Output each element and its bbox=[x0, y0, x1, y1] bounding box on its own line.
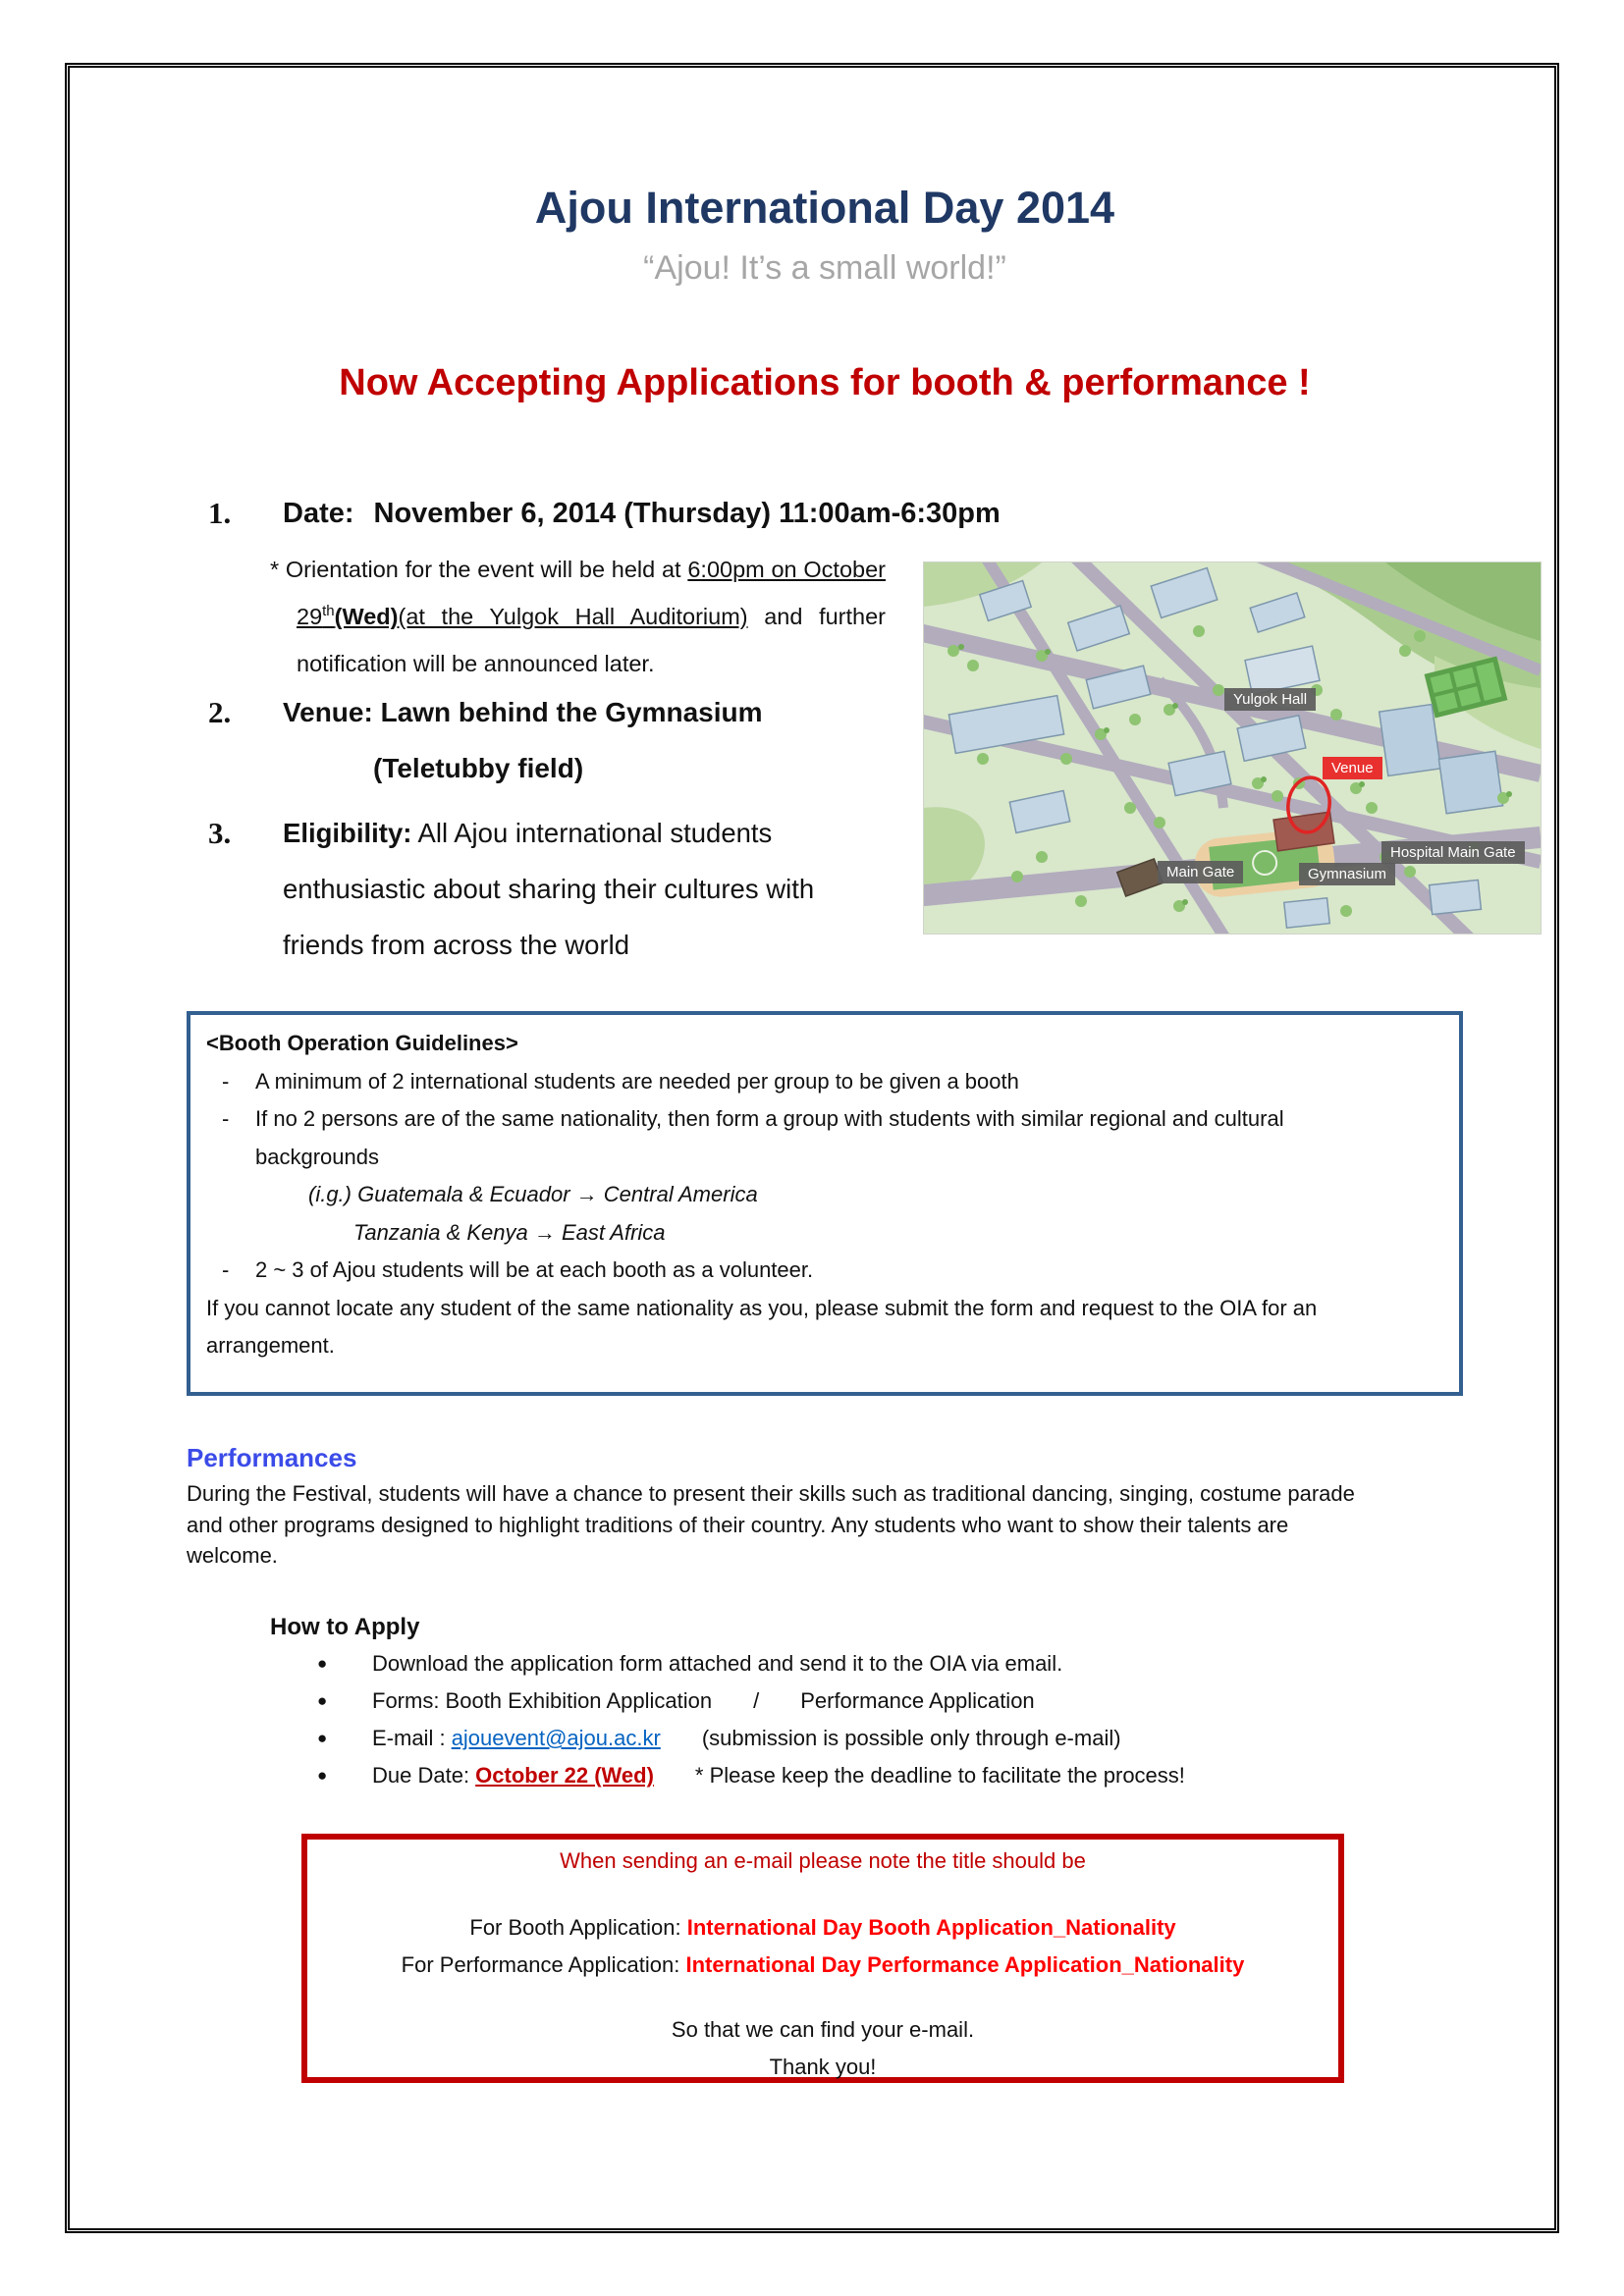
map-label-main-gate: Main Gate bbox=[1158, 861, 1243, 883]
list-item-eligibility bbox=[208, 805, 872, 973]
map-label-gymnasium: Gymnasium bbox=[1299, 863, 1395, 885]
list-item-venue bbox=[208, 692, 763, 733]
bullet-icon: ● bbox=[317, 1766, 328, 1785]
notice-outro: So that we can find your e-mail. bbox=[671, 2017, 975, 2042]
notice-box bbox=[301, 1834, 1344, 2083]
campus-map bbox=[923, 561, 1542, 934]
bullet-icon: ● bbox=[317, 1729, 328, 1747]
map-label-yulgok-hall: Yulgok Hall bbox=[1224, 688, 1316, 711]
guidelines-footer: If you cannot locate any student of the same nationality as you, please submit the form and request to the OIA for an arrangement. bbox=[206, 1295, 1318, 1358]
guideline-item bbox=[206, 1063, 1443, 1101]
list-item-date bbox=[208, 493, 1001, 534]
eligibility-text: All Ajou international students enthusiastic about sharing their cultures with friends from across the world bbox=[283, 818, 815, 960]
guideline-text: If no 2 persons are of the same nationality, then form a group with students with similar regional and cultural backgrounds bbox=[255, 1106, 1284, 1169]
date-value: November 6, 2014 (Thursday) 11:00am-6:30pm bbox=[373, 498, 1001, 529]
banner-heading: Now Accepting Applications for booth & performance ! bbox=[339, 362, 1311, 403]
notice-thanks: Thank you! bbox=[769, 2055, 877, 2079]
due-date-note: * Please keep the deadline to facilitate the process! bbox=[694, 1763, 1185, 1788]
item-number: 3. bbox=[208, 816, 232, 850]
notice-performance-label: For Performance Application: bbox=[401, 1952, 686, 1977]
how-to-apply-heading: How to Apply bbox=[270, 1614, 420, 1640]
forms-performance-label: Performance Application bbox=[800, 1688, 1035, 1713]
due-date-label: Due Date: bbox=[372, 1763, 476, 1788]
orientation-weekday: (Wed) bbox=[334, 604, 399, 629]
eligibility-label: Eligibility: bbox=[283, 818, 412, 848]
email-link[interactable]: ajouevent@ajou.ac.kr bbox=[451, 1726, 661, 1750]
notice-performance-line bbox=[307, 1951, 1338, 1979]
apply-list bbox=[317, 1651, 1476, 1800]
forms-booth-label: Forms: Booth Exhibition Application bbox=[372, 1688, 713, 1713]
performances-heading: Performances bbox=[187, 1443, 357, 1472]
email-label: E-mail : bbox=[372, 1726, 452, 1750]
dash-bullet-icon: - bbox=[222, 1068, 230, 1094]
notice-booth-label: For Booth Application: bbox=[469, 1915, 687, 1940]
guidelines-box bbox=[187, 1011, 1463, 1396]
bullet-icon: ● bbox=[317, 1654, 328, 1673]
apply-item-download bbox=[317, 1651, 1476, 1677]
performances-paragraph: During the Festival, students will have a chance to present their skills such as traditional dancing, singing, costume parade and other programs designed to highlight traditions of their country. Any students who want to show their talents are welcome. bbox=[187, 1481, 1355, 1568]
guideline-example: Tanzania & Kenya → East Africa bbox=[353, 1219, 666, 1245]
notice-intro: When sending an e-mail please note the title should be bbox=[560, 1848, 1086, 1873]
forms-slash: / bbox=[753, 1688, 760, 1713]
guideline-text: 2 ~ 3 of Ajou students will be at each booth as a volunteer. bbox=[255, 1257, 814, 1282]
orientation-note-prefix: * Orientation for the event will be held at bbox=[270, 557, 688, 582]
page-subtitle: “Ajou! It’s a small world!” bbox=[643, 249, 1006, 287]
notice-booth-line bbox=[307, 1914, 1338, 1942]
dash-bullet-icon: - bbox=[222, 1257, 230, 1282]
apply-item-text: Download the application form attached and send it to the OIA via email. bbox=[372, 1651, 1063, 1676]
map-label-hospital-main-gate: Hospital Main Gate bbox=[1381, 841, 1525, 864]
map-label-venue: Venue bbox=[1323, 757, 1382, 779]
notice-booth-title: International Day Booth Application_Nationality bbox=[686, 1915, 1176, 1940]
guideline-item bbox=[206, 1252, 1443, 1290]
dash-bullet-icon: - bbox=[222, 1106, 230, 1131]
orientation-underline-end: (at the Yulgok Hall Auditorium) bbox=[398, 604, 748, 629]
guidelines-heading: <Booth Operation Guidelines> bbox=[206, 1031, 518, 1055]
due-date-highlight: October 22 (Wed) bbox=[475, 1763, 654, 1788]
apply-item-email bbox=[317, 1726, 1476, 1751]
page-title: Ajou International Day 2014 bbox=[534, 183, 1115, 233]
notice-performance-title: International Day Performance Application_Nationality bbox=[685, 1952, 1245, 1977]
email-note: (submission is possible only through e-mail) bbox=[701, 1726, 1121, 1750]
guideline-text: A minimum of 2 international students are needed per group to be given a booth bbox=[255, 1068, 1019, 1094]
venue-sub-label: (Teletubby field) bbox=[373, 753, 584, 783]
ordinal-superscript: th bbox=[322, 603, 335, 620]
guideline-item bbox=[206, 1100, 1443, 1176]
date-label: Date: bbox=[283, 498, 354, 529]
orientation-note bbox=[270, 546, 886, 687]
apply-item-due-date bbox=[317, 1763, 1476, 1789]
venue-label: Venue: Lawn behind the Gymnasium bbox=[283, 697, 763, 727]
bullet-icon: ● bbox=[317, 1691, 328, 1710]
guideline-example: (i.g.) Guatemala & Ecuador → Central America bbox=[308, 1182, 758, 1206]
item-number: 2. bbox=[208, 695, 232, 729]
item-number: 1. bbox=[208, 496, 232, 530]
orientation-note-suffix: and further notification will be announced later. bbox=[297, 604, 887, 676]
apply-item-forms bbox=[317, 1688, 1476, 1714]
orientation-underline-start: 6:00pm on October 29 bbox=[297, 557, 886, 629]
